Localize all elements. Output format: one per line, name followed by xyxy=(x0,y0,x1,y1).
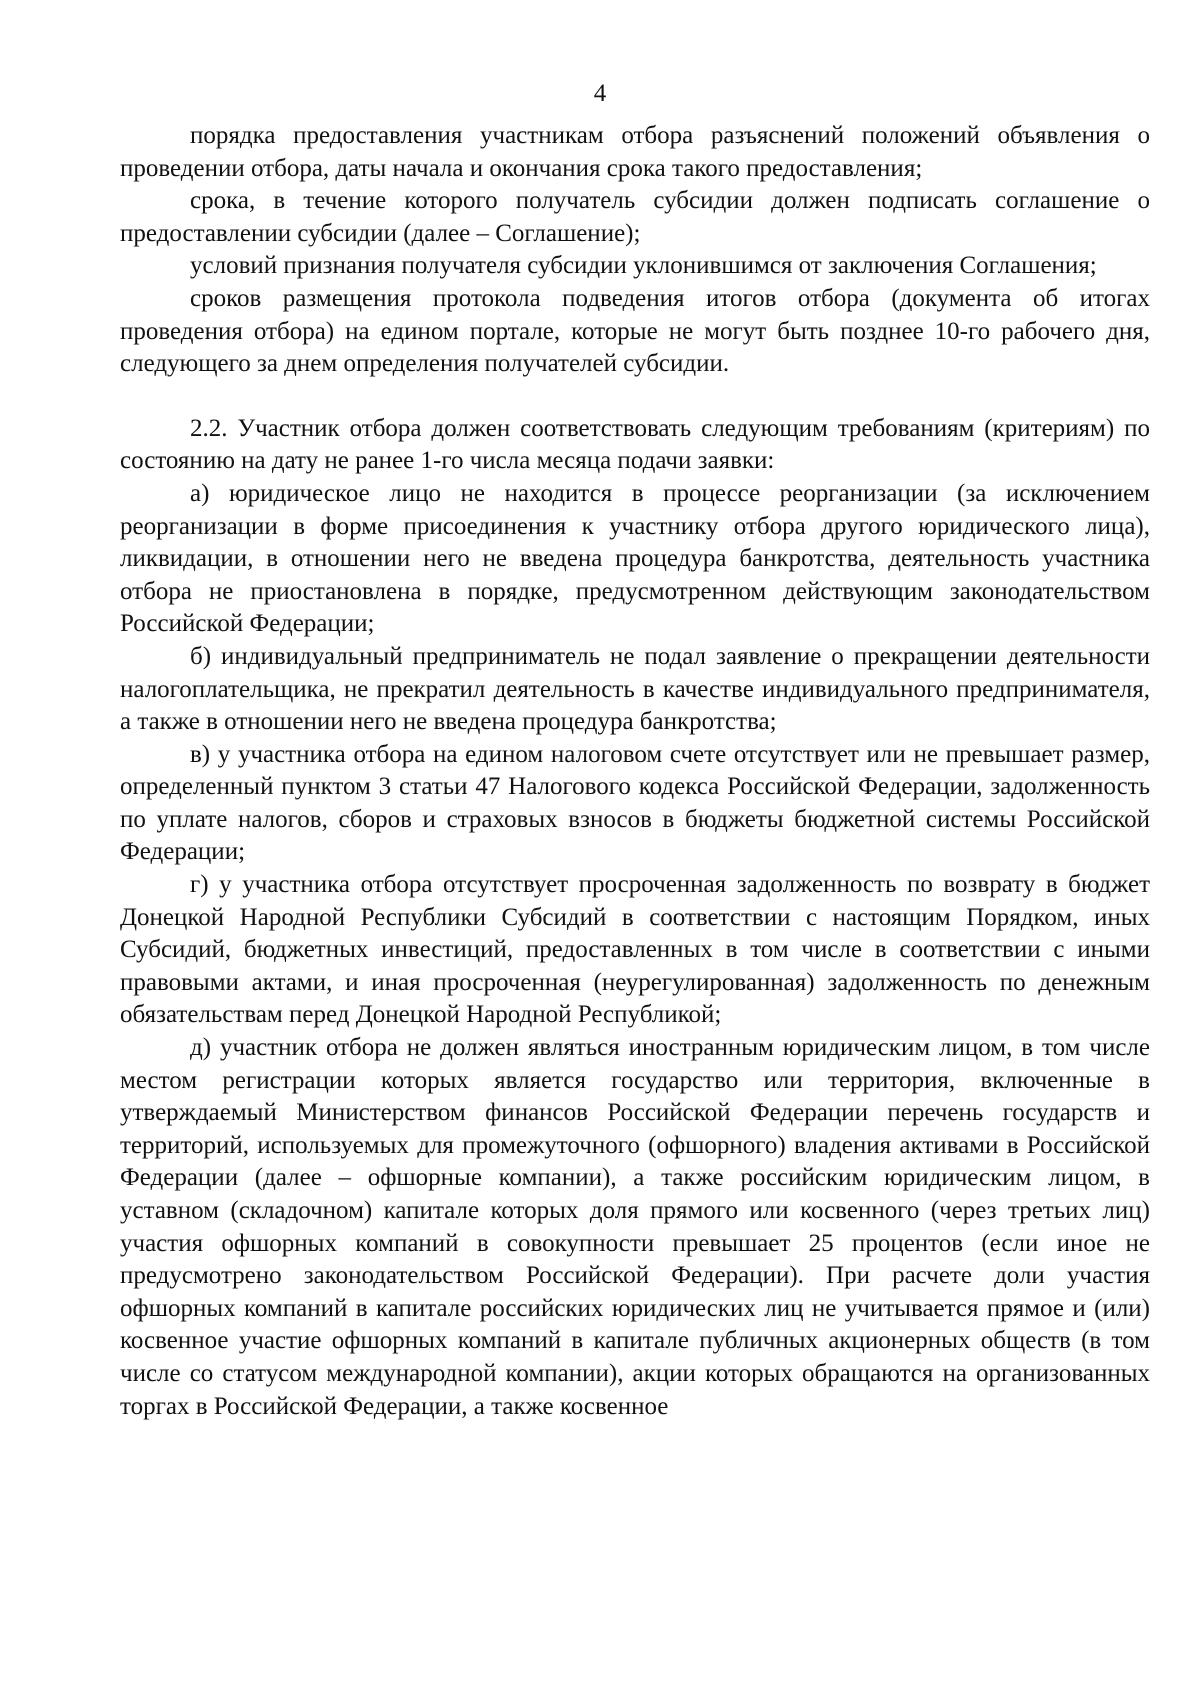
paragraph-protocol-placement: сроков размещения протокола подведения итогов отбора (документа об итогах проведения отбора) на едином портале, которые не могут быть позднее 10-го рабочего дня, следующего за днем определения получателей субсидии. xyxy=(120,284,1150,378)
paragraph-item-v: в) у участника отбора на едином налоговом счете отсутствует или не превышает размер, определенный пунктом 3 статьи 47 Налогового кодекса Российской Федерации, задолженность по уплате налогов, сборов и страховых взносов в бюджеты бюджетной системы Российской Федерации; xyxy=(120,740,1150,866)
paragraph-section-2-2: 2.2. Участник отбора должен соответствовать следующим требованиям (критериям) по состоянию на дату не ранее 1-го числа месяца подачи заявки: xyxy=(120,414,1150,475)
paragraph-clarifications: порядка предоставления участникам отбора разъяснений положений объявления о проведении отбора, даты начала и окончания срока такого предоставления; xyxy=(120,122,1150,182)
paragraph-item-b: б) индивидуальный предприниматель не подал заявление о прекращении деятельности налогоплательщика, не прекратил деятельность в качестве индивидуального предпринимателя, а также в отношении него не введена процедура банкротства; xyxy=(120,642,1150,736)
paragraph-agreement-term: срока, в течение которого получатель субсидии должен подписать соглашение о предоставлении субсидии (далее – Соглашение); xyxy=(120,187,1150,247)
paragraph-item-g: г) у участника отбора отсутствует просроченная задолженность по возврату в бюджет Донецкой Народной Республики Субсидий в соответствии с настоящим Порядком, иных Субсидий, бюджетных инвестиций, предоставленных в том числе в соответствии с иными правовыми актами, и иная просроченная (неурегулированная) задолженность по денежным обязательствам перед Донецкой Народной Республикой; xyxy=(120,871,1150,1029)
document-body xyxy=(120,120,1150,1423)
page-number: 4 xyxy=(593,80,607,107)
paragraph-item-d: д) участник отбора не должен являться иностранным юридическим лицом, в том числе местом регистрации которых является государство или территория, включенные в утверждаемый Министерством финансов Российской Федерации перечень государств и территорий, используемых для промежуточного (офшорного) владения активами в Российской Федерации (далее – офшорные компании), а также российским юридическим лицом, в уставном (складочном) капитале которых доля прямого или косвенного (через третьих лиц) участия офшорных компаний в совокупности превышает 25 процентов (если иное не предусмотрено законодательством Российской Федерации). При расчете доли участия офшорных компаний в капитале российских юридических лиц не учитывается прямое и (или) косвенное участие офшорных компаний в капитале публичных акционерных обществ (в том числе со статусом международной компании), акции которых обращаются на организованных торгах в Российской Федерации, а также косвенное xyxy=(120,1034,1150,1420)
paragraph-item-a: а) юридическое лицо не находится в процессе реорганизации (за исключением реорганизации в форме присоединения к участнику отбора другого юридического лица), ликвидации, в отношении него не введена процедура банкротства, деятельность участника отбора не приостановлена в порядке, предусмотренном действующим законодательством Российской Федерации; xyxy=(120,479,1150,638)
paragraph-evasion-conditions: условий признания получателя субсидии уклонившимся от заключения Соглашения; xyxy=(190,252,1097,280)
